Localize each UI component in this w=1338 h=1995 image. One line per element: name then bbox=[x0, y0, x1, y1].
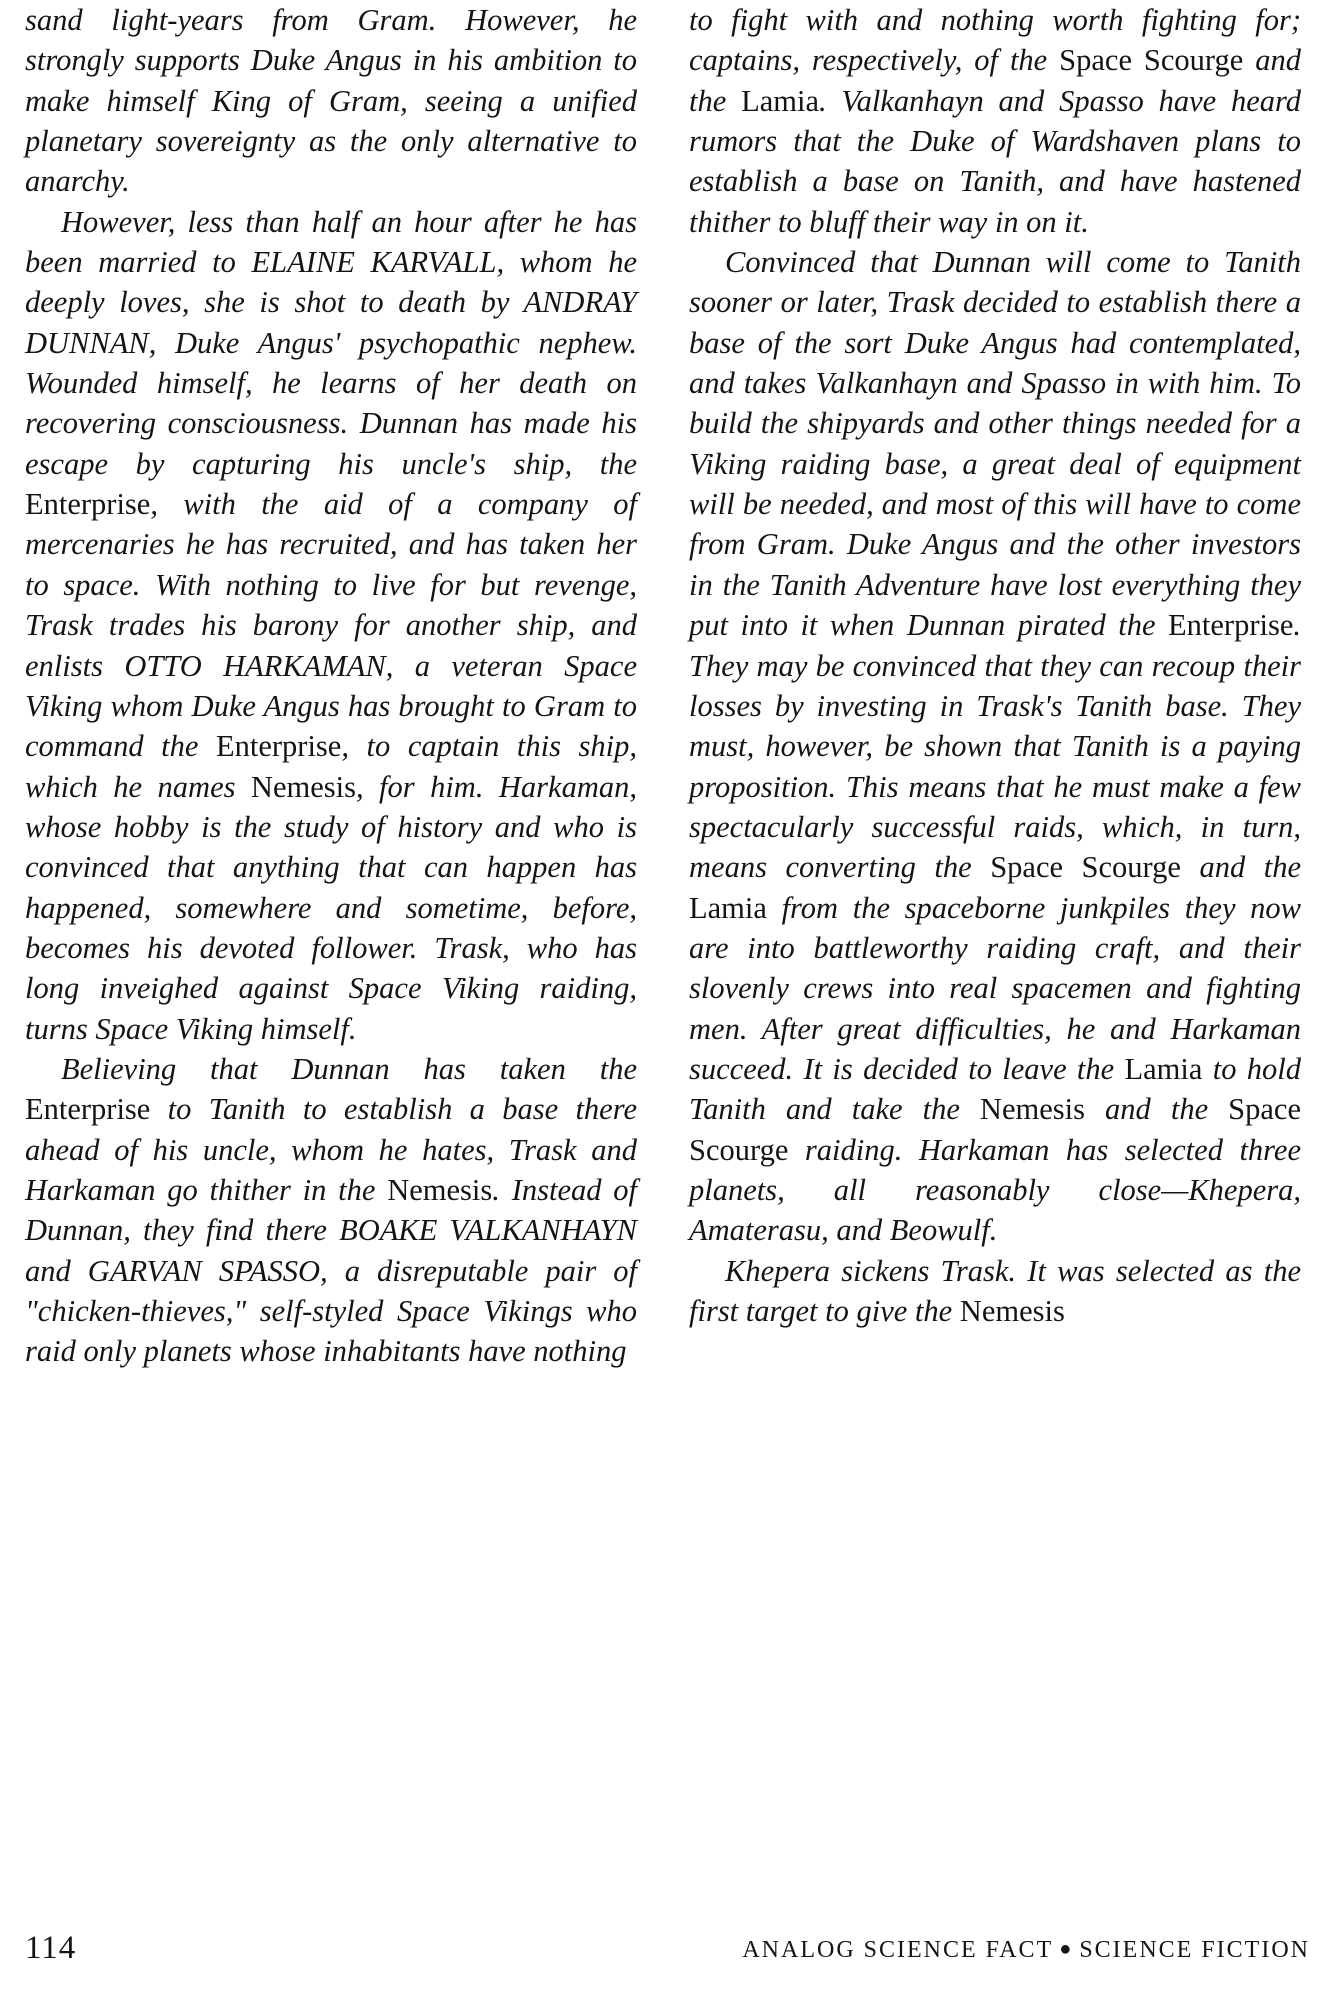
paragraph bbox=[689, 242, 1301, 1251]
text-run: However, less than half an hour after he has been married to ELAINE KARVALL, whom he deeply loves, she is shot to death by ANDRAY DUNNAN, Duke Angus' psychopathic nephew. Wounded himself, he learns of her death on recovering consciousness. Dunnan has made his escape by capturing his uncle's ship, the bbox=[25, 204, 637, 481]
ship-name: Nemesis bbox=[979, 1092, 1085, 1127]
ship-name: Nemesis bbox=[387, 1172, 493, 1207]
text-run: . Valkanhayn and Spasso have heard rumors that the Duke of Wardshaven plans to establish a base on Tanith, and have hastened thither to bluff their way in on it. bbox=[689, 83, 1302, 239]
ship-name: Lamia bbox=[741, 83, 819, 118]
text-run: from the spaceborne junkpiles they now are into battleworthy raiding craft, and their slovenly crews into real spacemen and fighting men. After great difficulties, he and Harkaman succeed. It is decided to leave the bbox=[689, 890, 1301, 1086]
text-run: Believing that Dunnan has taken the bbox=[61, 1051, 637, 1086]
text-run: to fight with and nothing worth fighting for; captains, respectively, of the bbox=[689, 3, 1301, 78]
text-run: raiding. Harkaman has selected three planets, all reasonably close—Khepera, Amaterasu, and Beowulf. bbox=[689, 1132, 1301, 1248]
text-run: , for him. Harkaman, whose hobby is the study of history and who is convinced that anything that can happen has happened, somewhere and sometime, before, becomes his devoted follower. Trask, who has long inveighed against Space Viking raiding, turns Space Viking himself. bbox=[25, 769, 637, 1046]
paragraph bbox=[25, 1049, 637, 1372]
text-run: . Instead of Dunnan, they find there BOAKE VALKANHAYN and GARVAN SPASSO, a disreputable pair of "chicken-thieves," self-styled Space Vikings who raid only planets whose inhabitants have nothing bbox=[25, 1172, 637, 1369]
left-column bbox=[25, 0, 637, 1372]
paragraph bbox=[25, 0, 637, 202]
running-title-right: SCIENCE FICTION bbox=[1079, 1937, 1310, 1963]
paragraph bbox=[689, 1251, 1301, 1332]
text-run: and the bbox=[689, 43, 1301, 118]
text-run: , with the aid of a company of mercenaries he has recruited, and has taken her to space. With nothing to live for but revenge, Trask trades his barony for another ship, and enlists OTTO HARKAMAN, a veteran Space Viking whom Duke Angus has brought to Gram to command the bbox=[25, 487, 637, 764]
text-run: sand light-years from Gram. However, he strongly supports Duke Angus in his ambition to make himself King of Gram, seeing a unified planetary sovereignty as the only alternative to anarchy. bbox=[25, 3, 637, 199]
paragraph bbox=[689, 0, 1301, 242]
right-column bbox=[689, 0, 1301, 1331]
ship-name: Enterprise bbox=[25, 487, 151, 522]
text-run: , to captain this ship, which he names bbox=[25, 729, 637, 804]
text-run: Khepera sickens Trask. It was selected as the first target to give the bbox=[689, 1253, 1301, 1328]
paragraph bbox=[25, 202, 637, 1049]
running-title-left: ANALOG SCIENCE FACT bbox=[742, 1937, 1054, 1963]
ship-name: Space Scourge bbox=[1059, 43, 1244, 78]
text-run: . They may be convinced that they can recoup their losses by investing in Trask's Tanith base. They must, however, be shown that Tanith is a paying proposition. This means that he must make a few spectacularly successful raids, which, in turn, means converting the bbox=[689, 608, 1301, 885]
ship-name: Lamia bbox=[689, 890, 767, 925]
page-number: 114 bbox=[25, 1930, 77, 1966]
ship-name: Space Scourge bbox=[990, 850, 1181, 885]
ship-name: Enterprise bbox=[1168, 608, 1294, 643]
text-run: Convinced that Dunnan will come to Tanith sooner or later, Trask decided to establish there a base of the sort Duke Angus had contemplated, and takes Valkanhayn and Spasso in with him. To build the shipyards and other things needed for a Viking raiding base, a great deal of equipment will be needed, and most of this will have to come from Gram. Duke Angus and the other investors in the Tanith Adventure have lost everything they put into it when Dunnan pirated the bbox=[689, 245, 1301, 643]
ship-name: Lamia bbox=[1124, 1051, 1203, 1086]
text-run: to Tanith to establish a base there ahead of his uncle, whom he hates, Trask and Harkaman go thither in the bbox=[25, 1092, 637, 1207]
bullet-separator: ● bbox=[1059, 1938, 1074, 1960]
ship-name: Enterprise bbox=[25, 1092, 151, 1127]
text-run: and the bbox=[1180, 850, 1302, 885]
running-title bbox=[742, 1937, 1310, 1964]
ship-name: Nemesis bbox=[250, 769, 356, 804]
ship-name: Space Scourge bbox=[689, 1092, 1301, 1167]
text-run: to hold Tanith and take the bbox=[689, 1051, 1301, 1127]
ship-name: Nemesis bbox=[959, 1294, 1065, 1328]
ship-name: Enterprise bbox=[216, 729, 342, 764]
text-run: and the bbox=[1084, 1092, 1229, 1127]
